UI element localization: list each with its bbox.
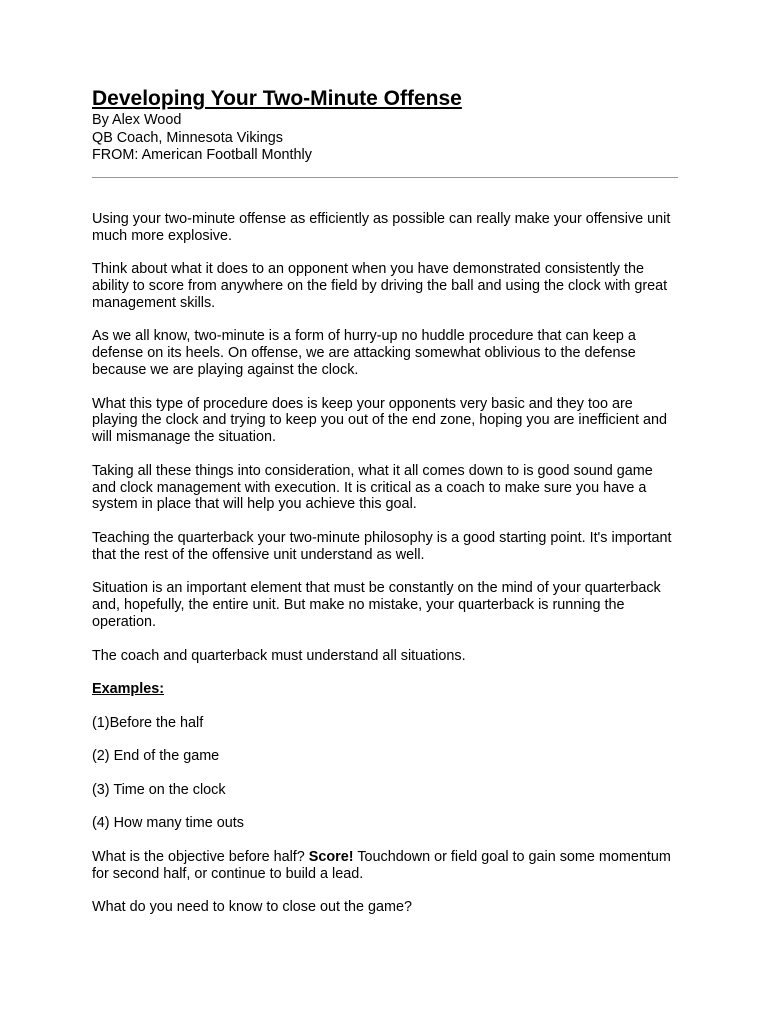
document-page: [92, 86, 680, 933]
objective-paragraph: [92, 849, 680, 883]
paragraph: What this type of procedure does is keep your opponents very basic and they too are playing the clock and trying to keep you out of the end zone, hoping you are inefficient and will mismanage the situation.: [92, 395, 667, 446]
paragraph: Taking all these things into consideration, what it all comes down to is good sound game and clock management with execution. It is critical as a coach to make sure you have a system in place that will help you achieve this goal.: [92, 462, 653, 513]
document-title: Developing Your Two-Minute Offense: [92, 87, 462, 110]
byline-block: [92, 112, 680, 165]
example-item: (4) How many time outs: [92, 815, 244, 832]
article-body: [92, 211, 680, 916]
paragraph: As we all know, two-minute is a form of hurry-up no huddle procedure that can keep a defense on its heels. On offense, we are attacking somewhat oblivious to the defense because we are playing against the clock.: [92, 328, 636, 378]
header-divider: [92, 177, 678, 178]
example-item: (1)Before the half: [92, 714, 204, 731]
example-item: (3) Time on the clock: [92, 781, 226, 798]
paragraph: Using your two-minute offense as efficiently as possible can really make your offensive unit much more explosive.: [92, 210, 671, 244]
paragraph: Teaching the quarterback your two-minute philosophy is a good starting point. It's important that the rest of the offensive unit understand as well.: [92, 529, 672, 563]
closing-question: What do you need to know to close out the game?: [92, 899, 412, 916]
author-title-line: QB Coach, Minnesota Vikings: [92, 129, 283, 146]
examples-heading-paragraph: [92, 681, 680, 698]
author-line: By Alex Wood: [92, 112, 182, 128]
objective-emphasis: Score!: [308, 849, 354, 866]
paragraph: Situation is an important element that must be constantly on the mind of your quarterback and, hopefully, the entire unit. But make no mistake, your quarterback is running the operation.: [92, 580, 661, 630]
source-line: FROM: American Football Monthly: [92, 147, 312, 164]
paragraph: The coach and quarterback must understand all situations.: [92, 647, 466, 664]
objective-question: What is the objective before half?: [92, 849, 309, 866]
examples-heading: Examples:: [92, 681, 164, 698]
example-item: (2) End of the game: [92, 748, 220, 765]
objective-answer: Touchdown or field goal to gain some momentum for second half, or continue to build a lead.: [92, 849, 671, 882]
paragraph: Think about what it does to an opponent when you have demonstrated consistently the ability to score from anywhere on the field by driving the ball and using the clock with great management skills.: [92, 261, 668, 311]
